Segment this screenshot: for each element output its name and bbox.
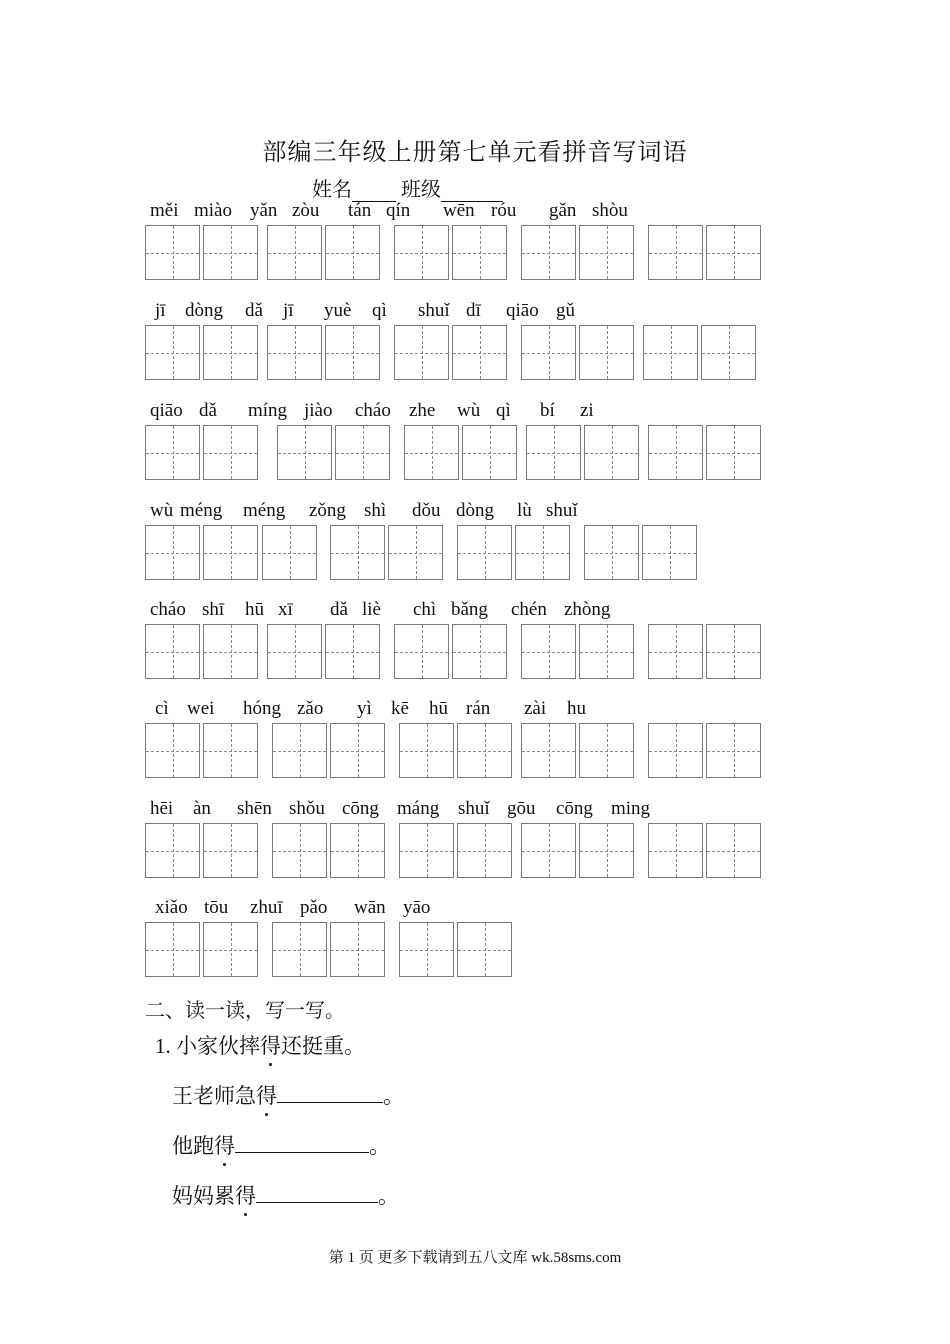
tianzige-cell[interactable] <box>277 425 332 480</box>
answer-blank[interactable] <box>277 1082 383 1103</box>
tianzige-cell[interactable] <box>579 624 634 679</box>
pinyin-syllable: jī <box>155 300 166 321</box>
pinyin-syllable: xī <box>278 599 293 620</box>
tianzige-cell[interactable] <box>526 425 581 480</box>
name-label: 姓名 <box>312 179 352 201</box>
pinyin-syllable: shuǐ <box>418 300 450 321</box>
tianzige-cell[interactable] <box>203 325 258 380</box>
pinyin-syllable: gōu <box>507 798 536 819</box>
tianzige-cell[interactable] <box>267 325 322 380</box>
tianzige-cell[interactable] <box>203 624 258 679</box>
tianzige-cell[interactable] <box>203 225 258 280</box>
emphasis-char: 得 <box>256 1084 277 1108</box>
pinyin-syllable: gǎn <box>549 200 577 221</box>
tianzige-cell[interactable] <box>521 823 576 878</box>
class-blank[interactable] <box>441 181 503 202</box>
pinyin-syllable: zi <box>580 400 594 421</box>
sentence-start: 他跑 <box>172 1134 214 1158</box>
tianzige-cell[interactable] <box>267 624 322 679</box>
sentence-start: 王老师急 <box>172 1084 256 1108</box>
tianzige-cell[interactable] <box>325 325 380 380</box>
emphasis-char: 得 <box>214 1134 235 1158</box>
tianzige-cell[interactable] <box>330 922 385 977</box>
tianzige-cell[interactable] <box>145 723 200 778</box>
section-heading: 二、读一读，写一写。 <box>145 1000 345 1022</box>
tianzige-cell[interactable] <box>272 922 327 977</box>
pinyin-syllable: shī <box>202 599 225 620</box>
pinyin-syllable: wei <box>187 698 215 719</box>
tianzige-cell[interactable] <box>521 723 576 778</box>
tianzige-cell[interactable] <box>648 723 703 778</box>
pinyin-syllable: dī <box>466 300 481 321</box>
tianzige-cell[interactable] <box>325 624 380 679</box>
tianzige-cell[interactable] <box>394 325 449 380</box>
tianzige-cell[interactable] <box>648 425 703 480</box>
pinyin-syllable: yāo <box>403 897 431 918</box>
pinyin-syllable: chì <box>413 599 437 620</box>
tianzige-cell[interactable] <box>701 325 756 380</box>
tianzige-cell[interactable] <box>330 723 385 778</box>
tianzige-cell[interactable] <box>579 723 634 778</box>
pinyin-syllable: wēn <box>443 200 475 221</box>
tianzige-cell[interactable] <box>648 624 703 679</box>
pinyin-syllable: rán <box>466 698 491 719</box>
pinyin-syllable: qiāo <box>150 400 183 421</box>
tianzige-cell[interactable] <box>643 325 698 380</box>
tianzige-cell[interactable] <box>330 525 385 580</box>
tianzige-cell[interactable] <box>521 624 576 679</box>
tianzige-cell[interactable] <box>399 723 454 778</box>
pinyin-syllable: cōng <box>342 798 379 819</box>
pinyin-syllable: bǎng <box>451 599 488 620</box>
fill-line-3 <box>172 1180 399 1210</box>
pinyin-syllable: tán <box>348 200 372 221</box>
tianzige-cell[interactable] <box>335 425 390 480</box>
tianzige-cell[interactable] <box>203 723 258 778</box>
tianzige-cell[interactable] <box>584 425 639 480</box>
pinyin-syllable: méng <box>243 500 286 521</box>
tianzige-cell[interactable] <box>457 823 512 878</box>
pinyin-syllable: zǎo <box>297 698 324 719</box>
pinyin-syllable: dòng <box>456 500 494 521</box>
pinyin-syllable: shòu <box>592 200 628 221</box>
pinyin-syllable: shì <box>364 500 387 521</box>
pinyin-syllable: jī <box>283 300 294 321</box>
answer-blank[interactable] <box>256 1182 378 1203</box>
pinyin-syllable: hu <box>567 698 586 719</box>
tianzige-cell[interactable] <box>452 325 507 380</box>
pinyin-syllable: dǎ <box>330 599 348 620</box>
tianzige-cell[interactable] <box>452 624 507 679</box>
pinyin-syllable: zhòng <box>564 599 611 620</box>
tianzige-cell[interactable] <box>272 823 327 878</box>
pinyin-syllable: zài <box>524 698 547 719</box>
tianzige-cell[interactable] <box>648 823 703 878</box>
pinyin-syllable: hū <box>429 698 448 719</box>
fill-line-2 <box>172 1130 390 1160</box>
tianzige-cell[interactable] <box>706 624 761 679</box>
name-class-bar <box>312 173 503 202</box>
pinyin-syllable: míng <box>248 400 288 421</box>
tianzige-cell[interactable] <box>579 823 634 878</box>
pinyin-syllable: yì <box>357 698 372 719</box>
pinyin-syllable: shuǐ <box>458 798 490 819</box>
emphasis-char: 得 <box>260 1034 281 1058</box>
pinyin-syllable: dòng <box>185 300 223 321</box>
tianzige-cell[interactable] <box>145 525 200 580</box>
pinyin-syllable: pǎo <box>300 897 328 918</box>
pinyin-syllable: àn <box>193 798 211 819</box>
tianzige-cell[interactable] <box>452 225 507 280</box>
tianzige-cell[interactable] <box>457 723 512 778</box>
pinyin-syllable: cháo <box>355 400 391 421</box>
pinyin-syllable: cháo <box>150 599 186 620</box>
pinyin-syllable: shuǐ <box>546 500 578 521</box>
pinyin-syllable: zòu <box>292 200 320 221</box>
tianzige-cell[interactable] <box>330 823 385 878</box>
tianzige-cell[interactable] <box>642 525 697 580</box>
tianzige-cell[interactable] <box>462 425 517 480</box>
pinyin-syllable: dǎ <box>199 400 217 421</box>
pinyin-syllable: yǎn <box>250 200 278 221</box>
pinyin-syllable: ming <box>611 798 651 819</box>
pinyin-syllable: wān <box>354 897 386 918</box>
tianzige-cell[interactable] <box>203 922 258 977</box>
tianzige-cell[interactable] <box>521 325 576 380</box>
pinyin-syllable: yuè <box>324 300 352 321</box>
tianzige-cell[interactable] <box>203 425 258 480</box>
tianzige-cell[interactable] <box>706 723 761 778</box>
tianzige-cell[interactable] <box>267 225 322 280</box>
tianzige-cell[interactable] <box>706 823 761 878</box>
tianzige-cell[interactable] <box>399 922 454 977</box>
tianzige-cell[interactable] <box>145 624 200 679</box>
tianzige-cell[interactable] <box>399 823 454 878</box>
tianzige-cell[interactable] <box>457 922 512 977</box>
tianzige-cell[interactable] <box>145 823 200 878</box>
pinyin-syllable: dǎ <box>245 300 263 321</box>
pinyin-syllable: zhe <box>409 400 436 421</box>
period: 。 <box>383 1084 404 1108</box>
pinyin-syllable: wù <box>150 500 174 521</box>
pinyin-syllable: chén <box>511 599 547 620</box>
pinyin-syllable: lù <box>517 500 532 521</box>
question-1 <box>155 1030 365 1060</box>
tianzige-cell[interactable] <box>584 525 639 580</box>
question-text-end: 还挺重。 <box>281 1034 365 1058</box>
tianzige-cell[interactable] <box>325 225 380 280</box>
pinyin-syllable: hēi <box>150 798 174 819</box>
tianzige-cell[interactable] <box>272 723 327 778</box>
pinyin-syllable: hóng <box>243 698 281 719</box>
tianzige-cell[interactable] <box>394 624 449 679</box>
pinyin-syllable: bí <box>540 400 555 421</box>
pinyin-syllable: qì <box>372 300 387 321</box>
tianzige-cell[interactable] <box>145 425 200 480</box>
tianzige-cell[interactable] <box>404 425 459 480</box>
tianzige-cell[interactable] <box>145 325 200 380</box>
name-blank[interactable] <box>352 181 396 202</box>
pinyin-syllable: kē <box>391 698 409 719</box>
tianzige-cell[interactable] <box>203 525 258 580</box>
pinyin-syllable: gǔ <box>556 300 575 321</box>
fill-line-1 <box>172 1080 404 1110</box>
pinyin-syllable: shǒu <box>289 798 325 819</box>
tianzige-cell[interactable] <box>394 225 449 280</box>
pinyin-syllable: tōu <box>204 897 229 918</box>
tianzige-cell[interactable] <box>145 922 200 977</box>
tianzige-cell[interactable] <box>579 225 634 280</box>
pinyin-syllable: cōng <box>556 798 593 819</box>
tianzige-cell[interactable] <box>706 225 761 280</box>
page-footer: 第 1 页 更多下载请到五八文库 wk.58sms.com <box>328 1250 622 1266</box>
pinyin-syllable: qì <box>496 400 511 421</box>
pinyin-syllable: liè <box>362 599 381 620</box>
tianzige-cell[interactable] <box>515 525 570 580</box>
pinyin-syllable: zǒng <box>309 500 346 521</box>
pinyin-syllable: měi <box>150 200 179 221</box>
pinyin-syllable: wù <box>457 400 481 421</box>
pinyin-syllable: miào <box>194 200 232 221</box>
pinyin-syllable: xiǎo <box>155 897 188 918</box>
pinyin-syllable: zhuī <box>250 897 283 918</box>
pinyin-syllable: róu <box>491 200 517 221</box>
tianzige-cell[interactable] <box>521 225 576 280</box>
sentence-start: 妈妈累 <box>172 1184 235 1208</box>
question-number: 1. <box>155 1034 171 1058</box>
pinyin-syllable: máng <box>397 798 440 819</box>
tianzige-cell[interactable] <box>262 525 317 580</box>
pinyin-syllable: dǒu <box>412 500 441 521</box>
answer-blank[interactable] <box>235 1132 369 1153</box>
class-label: 班级 <box>401 179 441 201</box>
pinyin-syllable: qín <box>386 200 411 221</box>
period: 。 <box>369 1134 390 1158</box>
tianzige-cell[interactable] <box>457 525 512 580</box>
tianzige-cell[interactable] <box>388 525 443 580</box>
pinyin-syllable: qiāo <box>506 300 539 321</box>
pinyin-syllable: shēn <box>237 798 272 819</box>
tianzige-cell[interactable] <box>145 225 200 280</box>
emphasis-char: 得 <box>235 1184 256 1208</box>
pinyin-syllable: jiào <box>304 400 333 421</box>
tianzige-cell[interactable] <box>579 325 634 380</box>
tianzige-cell[interactable] <box>648 225 703 280</box>
pinyin-syllable: cì <box>155 698 169 719</box>
pinyin-syllable: hū <box>245 599 264 620</box>
question-text: 小家伙摔 <box>176 1034 260 1058</box>
tianzige-cell[interactable] <box>706 425 761 480</box>
page-title: 部编三年级上册第七单元看拼音写词语 <box>262 140 688 166</box>
pinyin-syllable: méng <box>180 500 223 521</box>
tianzige-cell[interactable] <box>203 823 258 878</box>
period: 。 <box>378 1184 399 1208</box>
